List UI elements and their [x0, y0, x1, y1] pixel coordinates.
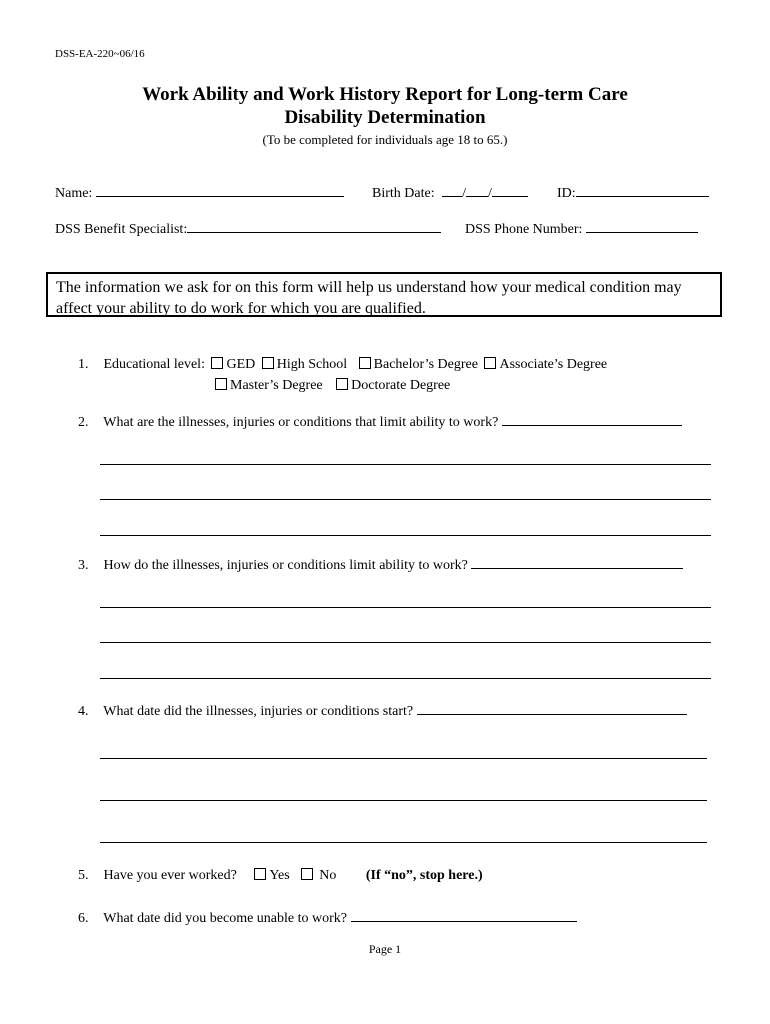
no-label: No — [319, 868, 337, 883]
answer-line[interactable] — [100, 464, 711, 465]
ged-checkbox[interactable] — [211, 357, 223, 369]
question-5 — [78, 868, 483, 884]
answer-line[interactable] — [100, 499, 711, 500]
id-field-group — [557, 185, 709, 202]
question-6 — [78, 910, 577, 927]
yes-label: Yes — [269, 868, 290, 883]
answer-line[interactable] — [417, 703, 687, 715]
question-2-text: What are the illnesses, injuries or conditions that limit ability to work? — [103, 415, 499, 430]
id-input-line[interactable] — [576, 185, 709, 197]
birth-date-separator: / — [462, 186, 466, 201]
associates-option-label: Associate’s Degree — [499, 357, 608, 372]
yes-checkbox[interactable] — [254, 868, 266, 880]
high-school-checkbox[interactable] — [262, 357, 274, 369]
bachelors-option-label: Bachelor’s Degree — [373, 357, 478, 372]
page-number: Page 1 — [368, 942, 402, 956]
no-checkbox[interactable] — [301, 868, 313, 880]
birth-date-field-group — [372, 185, 528, 202]
id-label: ID: — [557, 186, 576, 201]
masters-checkbox[interactable] — [215, 378, 227, 390]
question-2 — [78, 414, 682, 431]
form-code: DSS-EA-220~06/16 — [55, 48, 145, 60]
question-number: 1. — [78, 357, 89, 372]
answer-line[interactable] — [100, 842, 707, 843]
stop-note: (If “no”, stop here.) — [365, 868, 483, 883]
question-1-label: Educational level: — [103, 357, 205, 372]
answer-line[interactable] — [100, 535, 711, 536]
masters-option-label: Master’s Degree — [230, 378, 323, 393]
page-subtitle: (To be completed for individuals age 18 to 65.) — [262, 132, 508, 147]
name-label: Name: — [55, 186, 93, 201]
doctorate-checkbox[interactable] — [336, 378, 348, 390]
birth-day-input-line[interactable] — [466, 185, 488, 197]
question-1 — [78, 357, 607, 373]
ged-option-label: GED — [226, 357, 256, 372]
specialist-input-line[interactable] — [187, 221, 441, 233]
associates-checkbox[interactable] — [484, 357, 496, 369]
doctorate-option-label: Doctorate Degree — [351, 378, 451, 393]
name-input-line[interactable] — [96, 185, 344, 197]
question-number: 4. — [78, 704, 89, 719]
question-4-text: What date did the illnesses, injuries or conditions start? — [103, 704, 414, 719]
phone-label: DSS Phone Number: — [465, 222, 583, 237]
question-3 — [78, 557, 683, 574]
bachelors-checkbox[interactable] — [359, 357, 371, 369]
question-number: 5. — [78, 868, 89, 883]
birth-date-separator: / — [488, 186, 492, 201]
page-title: Work Ability and Work History Report for Long-term Care — [142, 84, 628, 105]
answer-line[interactable] — [100, 607, 711, 608]
phone-input-line[interactable] — [586, 221, 698, 233]
page-title-line2: Disability Determination — [284, 107, 486, 128]
birth-year-input-line[interactable] — [492, 185, 528, 197]
question-number: 3. — [78, 558, 89, 573]
question-number: 2. — [78, 415, 89, 430]
high-school-option-label: High School — [276, 357, 348, 372]
specialist-field-group — [55, 221, 441, 238]
answer-line[interactable] — [471, 557, 683, 569]
notice-box: The information we ask for on this form will help us understand how your medical condition may affect your ability to do work for which you are qualified. — [46, 272, 722, 317]
birth-month-input-line[interactable] — [442, 185, 462, 197]
name-field-group — [55, 185, 344, 202]
answer-line[interactable] — [502, 414, 682, 426]
specialist-label: DSS Benefit Specialist: — [55, 222, 188, 237]
answer-line[interactable] — [351, 910, 577, 922]
birth-date-label: Birth Date: — [372, 186, 435, 201]
phone-field-group — [465, 221, 698, 238]
answer-line[interactable] — [100, 758, 707, 759]
question-number: 6. — [78, 911, 89, 926]
question-4 — [78, 703, 687, 720]
answer-line[interactable] — [100, 678, 711, 679]
answer-line[interactable] — [100, 800, 707, 801]
question-1-row2 — [212, 378, 450, 394]
answer-line[interactable] — [100, 642, 711, 643]
question-6-text: What date did you become unable to work? — [103, 911, 347, 926]
question-5-text: Have you ever worked? — [103, 868, 237, 883]
question-3-text: How do the illnesses, injuries or conditions limit ability to work? — [103, 558, 468, 573]
